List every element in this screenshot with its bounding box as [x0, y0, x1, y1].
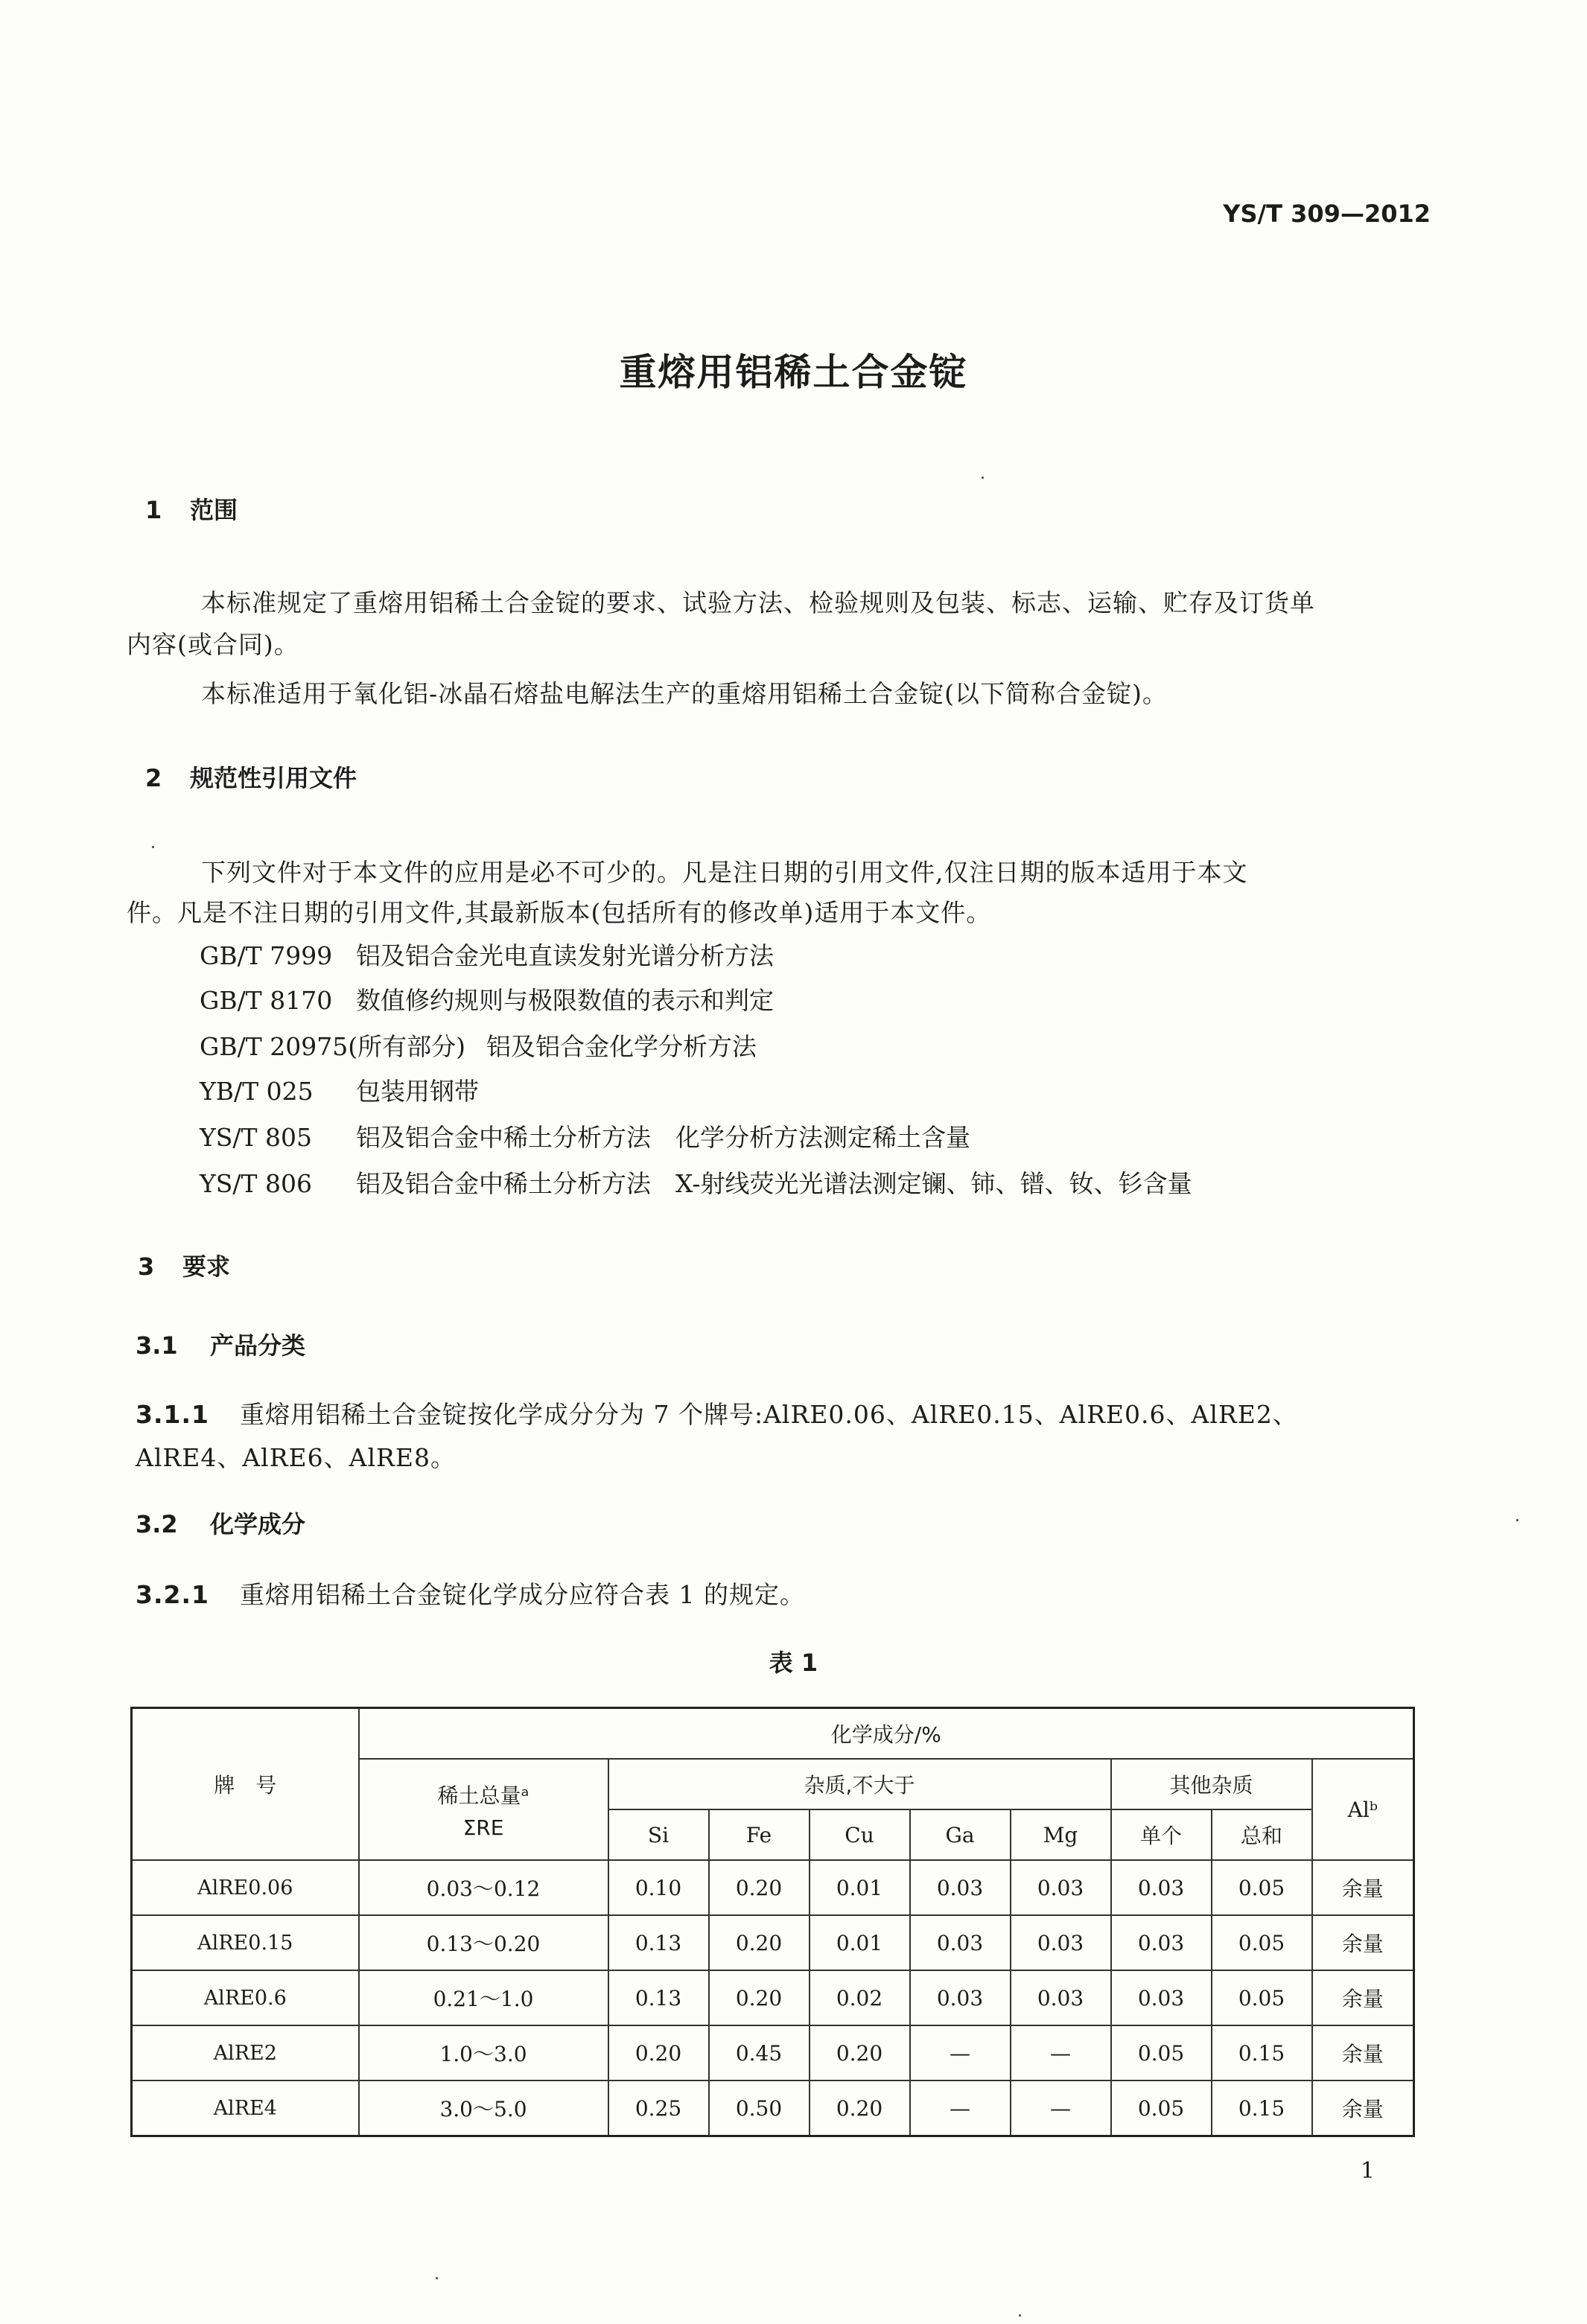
cu-cell: 0.01 — [810, 1915, 910, 1970]
fe-cell: 0.20 — [709, 1860, 810, 1915]
paragraph-continuation: AlRE4、AlRE6、AlRE8。 — [136, 1443, 456, 1472]
other-impurity-header: 其他杂质 — [1111, 1759, 1312, 1809]
reference-item — [200, 1118, 970, 1153]
brand-cell: AlRE0.06 — [132, 1860, 359, 1915]
scan-speck — [152, 846, 154, 848]
brand-header: 牌 号 — [132, 1708, 359, 1861]
al-cell: 余量 — [1312, 2025, 1414, 2081]
reference-code: YB/T 025 — [200, 1077, 314, 1106]
section-3-heading — [138, 1248, 230, 1282]
scan-speck — [1516, 1519, 1518, 1521]
mg-cell: 0.03 — [1011, 1915, 1111, 1970]
ga-header: Ga — [910, 1809, 1011, 1860]
reference-code: GB/T 20975(所有部分) — [200, 1032, 465, 1061]
cu-header: Cu — [810, 1809, 910, 1860]
reference-item — [200, 1072, 479, 1107]
section-number: 3.1 — [136, 1331, 178, 1360]
cu-cell: 0.02 — [810, 1970, 910, 2025]
ga-cell: 0.03 — [910, 1915, 1011, 1970]
reference-title: 包装用钢带 — [356, 1077, 479, 1106]
al-cell: 余量 — [1312, 1915, 1414, 1970]
paragraph: 下列文件对于本文件的应用是必不可少的。凡是注日期的引用文件,仅注日期的版本适用于本文 — [201, 858, 1248, 887]
fe-cell: 0.20 — [709, 1970, 810, 2025]
chemical-composition-table — [130, 1707, 1415, 2137]
sum-cell: 0.05 — [1212, 1970, 1312, 2025]
single-header: 单个 — [1111, 1809, 1212, 1860]
reference-item — [200, 1165, 1192, 1200]
reference-item — [200, 981, 774, 1016]
reference-item — [200, 1028, 757, 1063]
reference-code: YS/T 805 — [200, 1123, 312, 1152]
single-cell: 0.05 — [1111, 2025, 1212, 2081]
reference-item — [200, 937, 774, 972]
clause-text: 重熔用铝稀土合金锭按化学成分分为 7 个牌号:AlRE0.06、AlRE0.15、AlRE0.6、AlRE2、 — [240, 1400, 1298, 1429]
section-number: 3 — [138, 1252, 155, 1281]
paragraph: 本标准规定了重熔用铝稀土合金锭的要求、试验方法、检验规则及包装、标志、运输、贮存及订货单 — [201, 588, 1315, 617]
reference-title: 铝及铝合金化学分析方法 — [486, 1032, 757, 1061]
re-cell: 0.13～0.20 — [359, 1915, 608, 1970]
mg-header: Mg — [1011, 1809, 1111, 1860]
si-cell: 0.20 — [608, 2025, 709, 2081]
brand-cell: AlRE0.6 — [132, 1970, 359, 2025]
section-number: 2 — [145, 764, 162, 792]
reference-code: YS/T 806 — [200, 1169, 312, 1198]
scan-speck — [436, 2277, 438, 2279]
rare-earth-total-header — [359, 1759, 608, 1860]
paragraph: 本标准适用于氧化铝-冰晶石熔盐电解法生产的重熔用铝稀土合金锭(以下简称合金锭)。 — [201, 679, 1168, 708]
mg-cell: — — [1011, 2025, 1111, 2081]
clause-3-2-1 — [136, 1576, 805, 1611]
cu-cell: 0.20 — [810, 2081, 910, 2136]
section-title: 化学成分 — [210, 1510, 306, 1538]
paragraph-continuation: 内容(或合同)。 — [127, 630, 299, 659]
si-cell: 0.13 — [608, 1970, 709, 2025]
rare-earth-symbol: ΣRE — [462, 1815, 504, 1840]
paragraph-continuation: 件。凡是不注日期的引用文件,其最新版本(包括所有的修改单)适用于本文件。 — [127, 898, 992, 927]
single-cell: 0.03 — [1111, 1860, 1212, 1915]
section-2-heading — [145, 760, 357, 794]
section-title: 产品分类 — [210, 1331, 306, 1360]
cu-cell: 0.01 — [810, 1860, 910, 1915]
sum-cell: 0.05 — [1212, 1915, 1312, 1970]
aluminum-header: Alᵇ — [1312, 1759, 1414, 1860]
clause-number: 3.2.1 — [136, 1580, 209, 1609]
sum-cell: 0.05 — [1212, 1860, 1312, 1915]
fe-header: Fe — [709, 1809, 810, 1860]
reference-title: 数值修约规则与极限数值的表示和判定 — [356, 986, 774, 1015]
table-row — [132, 2081, 1414, 2136]
single-cell: 0.05 — [1111, 2081, 1212, 2136]
re-cell: 0.03～0.12 — [359, 1860, 608, 1915]
section-1-heading — [145, 491, 238, 526]
document-title: 重熔用铝稀土合金锭 — [619, 351, 968, 394]
ga-cell: 0.03 — [910, 1860, 1011, 1915]
table-row — [132, 2025, 1414, 2081]
ga-cell: — — [910, 2025, 1011, 2081]
al-cell: 余量 — [1312, 2081, 1414, 2136]
si-header: Si — [608, 1809, 709, 1860]
single-cell: 0.03 — [1111, 1970, 1212, 2025]
ga-cell: 0.03 — [910, 1970, 1011, 2025]
mg-cell: 0.03 — [1011, 1860, 1111, 1915]
table-row — [132, 1970, 1414, 2025]
standard-code: YS/T 309—2012 — [1223, 200, 1431, 228]
section-number: 3.2 — [136, 1510, 178, 1538]
al-cell: 余量 — [1312, 1860, 1414, 1915]
section-title: 规范性引用文件 — [190, 764, 357, 792]
impurity-header: 杂质,不大于 — [608, 1759, 1111, 1809]
re-cell: 3.0～5.0 — [359, 2081, 608, 2136]
rare-earth-total-label: 稀土总量ᵃ — [437, 1783, 529, 1808]
si-cell: 0.10 — [608, 1860, 709, 1915]
reference-title: 铝及铝合金光电直读发射光谱分析方法 — [356, 941, 774, 970]
section-number: 1 — [145, 496, 162, 524]
re-cell: 0.21～1.0 — [359, 1970, 608, 2025]
sum-cell: 0.15 — [1212, 2081, 1312, 2136]
clause-text: 重熔用铝稀土合金锭化学成分应符合表 1 的规定。 — [240, 1580, 805, 1609]
section-title: 要求 — [182, 1252, 231, 1281]
table-caption: 表 1 — [769, 1649, 818, 1677]
subsection-3-2-heading — [136, 1506, 305, 1540]
clause-number: 3.1.1 — [136, 1400, 209, 1429]
scan-speck — [1019, 2314, 1021, 2317]
single-cell: 0.03 — [1111, 1915, 1212, 1970]
fe-cell: 0.50 — [709, 2081, 810, 2136]
brand-cell: AlRE0.15 — [132, 1915, 359, 1970]
chemical-composition-header: 化学成分/% — [359, 1708, 1414, 1760]
ga-cell: — — [910, 2081, 1011, 2136]
reference-title: 铝及铝合金中稀土分析方法 X-射线荧光光谱法测定镧、铈、镨、钕、钐含量 — [356, 1169, 1192, 1198]
mg-cell: 0.03 — [1011, 1970, 1111, 2025]
clause-3-1-1 — [136, 1395, 1298, 1430]
section-title: 范围 — [190, 496, 238, 524]
al-cell: 余量 — [1312, 1970, 1414, 2025]
fe-cell: 0.20 — [709, 1915, 810, 1970]
brand-cell: AlRE4 — [132, 2081, 359, 2136]
si-cell: 0.13 — [608, 1915, 709, 1970]
reference-code: GB/T 7999 — [200, 941, 333, 970]
table-row — [132, 1860, 1414, 1915]
sum-cell: 0.15 — [1212, 2025, 1312, 2081]
cu-cell: 0.20 — [810, 2025, 910, 2081]
page-number: 1 — [1360, 2158, 1375, 2184]
mg-cell: — — [1011, 2081, 1111, 2136]
subsection-3-1-heading — [136, 1327, 305, 1361]
scan-speck — [982, 477, 984, 479]
si-cell: 0.25 — [608, 2081, 709, 2136]
reference-title: 铝及铝合金中稀土分析方法 化学分析方法测定稀土含量 — [356, 1123, 970, 1152]
sum-header: 总和 — [1212, 1809, 1312, 1860]
re-cell: 1.0～3.0 — [359, 2025, 608, 2081]
brand-cell: AlRE2 — [132, 2025, 359, 2081]
table-row — [132, 1915, 1414, 1970]
reference-code: GB/T 8170 — [200, 986, 333, 1015]
fe-cell: 0.45 — [709, 2025, 810, 2081]
